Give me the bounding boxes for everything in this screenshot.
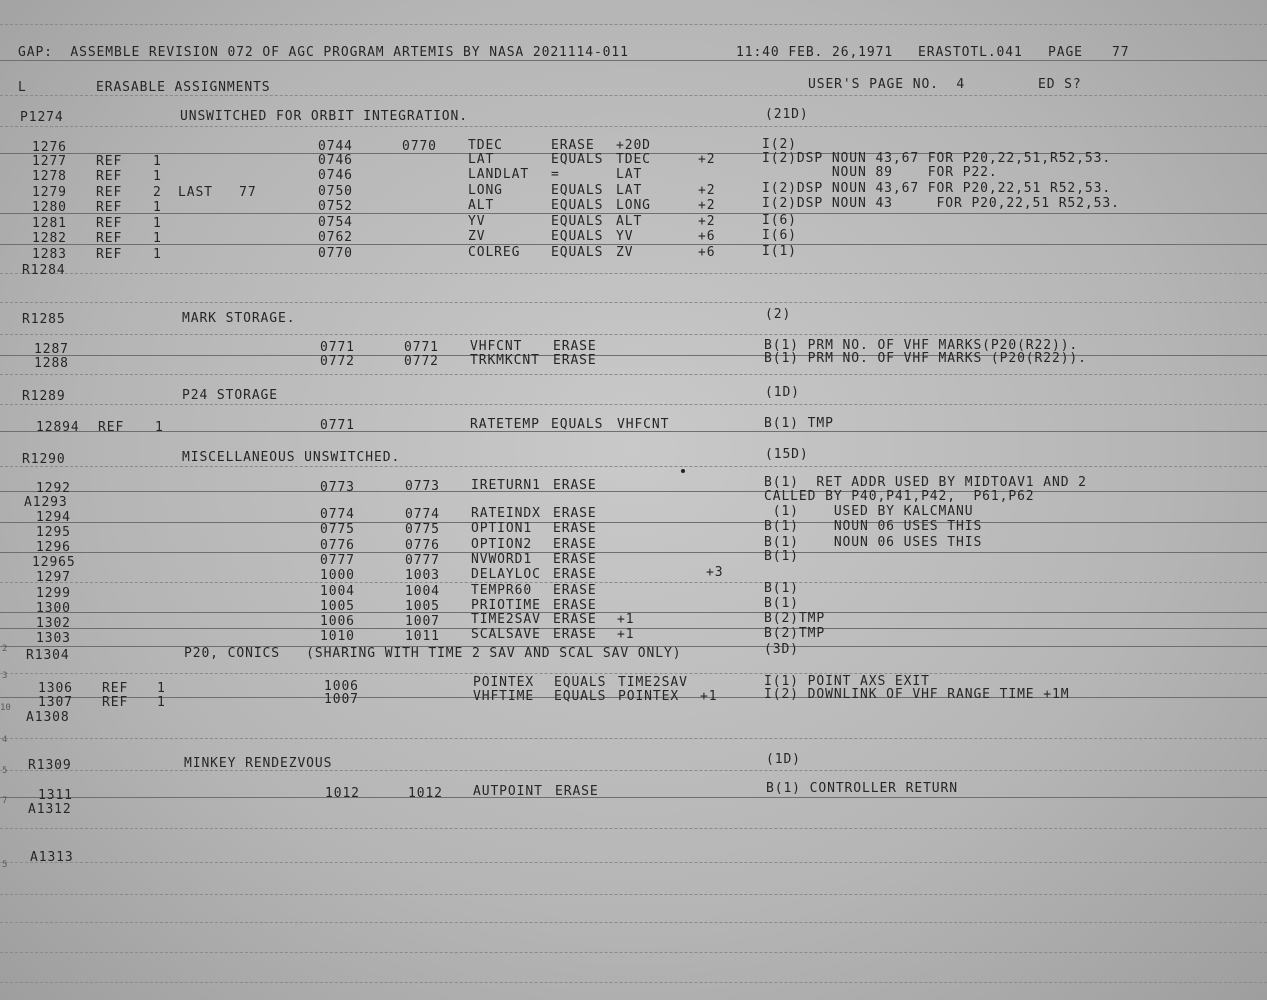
modifier: +6 — [698, 229, 716, 244]
opcode: ERASE — [553, 521, 597, 536]
address-end: 1011 — [405, 629, 440, 644]
comment: I(2) DOWNLINK OF VHF RANGE TIME +1M — [764, 687, 1070, 702]
line-number: 1311 — [38, 788, 73, 803]
rule — [0, 273, 1267, 274]
comment: B(1) PRM NO. OF VHF MARKS(P20(R22)). — [764, 338, 1079, 353]
rule — [0, 922, 1267, 923]
address: 1012 — [325, 786, 360, 801]
comment: B(1) TMP — [764, 416, 834, 431]
address: 1000 — [320, 568, 355, 583]
ref-count: 1 — [153, 200, 162, 215]
rule — [0, 126, 1267, 127]
comment: B(1) NOUN 06 USES THIS — [764, 535, 983, 550]
section-end-id: A1308 — [26, 710, 70, 725]
line-number: A1293 — [24, 495, 68, 510]
label: RATETEMP — [470, 417, 540, 432]
opcode: ERASE — [553, 537, 597, 552]
ref: REF — [96, 154, 123, 169]
margin-mark: 5 — [2, 766, 8, 776]
opcode: ERASE — [553, 353, 597, 368]
ref: REF — [96, 185, 123, 200]
label: LAT — [468, 152, 495, 167]
rule — [0, 894, 1267, 895]
ed-marker: ED S? — [1038, 77, 1082, 92]
opcode: ERASE — [551, 138, 595, 153]
operand: VHFCNT — [617, 417, 670, 432]
ref: REF — [98, 420, 125, 435]
opcode: EQUALS — [554, 689, 607, 704]
margin-mark: 7 — [2, 796, 8, 806]
rule — [0, 404, 1267, 405]
address: 0777 — [320, 553, 355, 568]
section-title: MISCELLANEOUS UNSWITCHED. — [182, 450, 401, 465]
opcode: EQUALS — [554, 675, 607, 690]
rule — [0, 374, 1267, 375]
section-id: R1304 — [26, 648, 70, 663]
opcode: EQUALS — [551, 229, 604, 244]
section-end-id: R1284 — [22, 263, 66, 278]
rule — [0, 60, 1267, 61]
modifier: +2 — [698, 183, 716, 198]
line-number: 1297 — [36, 570, 71, 585]
comment: I(2)DSP NOUN 43,67 FOR P20,22,51 R52,53. — [762, 181, 1112, 196]
line-number: 1292 — [36, 481, 71, 496]
address-end: 1012 — [408, 786, 443, 801]
address: 0762 — [318, 230, 353, 245]
comment: B(1) — [764, 596, 799, 611]
section-id: R1289 — [22, 389, 66, 404]
comment: I(2)DSP NOUN 43,67 FOR P20,22,51,R52,53. — [762, 151, 1112, 166]
section-id: R1285 — [22, 312, 66, 327]
program-header: GAP: ASSEMBLE REVISION 072 OF AGC PROGRAM ARTEMIS BY NASA 2021114-011 — [18, 45, 629, 60]
address: 0776 — [320, 538, 355, 553]
operand: ZV — [616, 245, 634, 260]
address: 1006 — [320, 614, 355, 629]
address: 0774 — [320, 507, 355, 522]
label: RATEINDX — [471, 506, 541, 521]
comment: I(6) — [762, 213, 797, 228]
address-end: 0776 — [405, 538, 440, 553]
line-number: 1283 — [32, 247, 67, 262]
line-number: 1281 — [32, 216, 67, 231]
address: 0770 — [318, 246, 353, 261]
comment: B(1) CONTROLLER RETURN — [766, 781, 958, 796]
opcode: EQUALS — [551, 214, 604, 229]
margin-mark: 10 — [0, 703, 11, 713]
opcode: ERASE — [553, 612, 597, 627]
opcode: EQUALS — [551, 198, 604, 213]
operand: LONG — [616, 198, 651, 213]
opcode: ERASE — [553, 478, 597, 493]
label: TRKMKCNT — [470, 353, 540, 368]
opcode: EQUALS — [551, 152, 604, 167]
ref-count: 1 — [157, 695, 166, 710]
section-count: (15D) — [765, 447, 809, 462]
line-number: 1294 — [36, 510, 71, 525]
address-end: 0777 — [405, 553, 440, 568]
comment: CALLED BY P40,P41,P42, P61,P62 — [764, 489, 1035, 504]
address: 0750 — [318, 184, 353, 199]
comment: B(1) NOUN 06 USES THIS — [764, 519, 983, 534]
operand: TIME2SAV — [618, 675, 688, 690]
ref: REF — [102, 695, 129, 710]
opcode: ERASE — [553, 567, 597, 582]
rule — [0, 466, 1267, 467]
line-number: 1303 — [36, 631, 71, 646]
operand: +1 — [617, 627, 635, 642]
line-number: 1306 — [38, 681, 73, 696]
line-number: 1307 — [38, 695, 73, 710]
modifier: +6 — [698, 245, 716, 260]
address-end: 0775 — [405, 522, 440, 537]
rule — [0, 24, 1267, 25]
operand: LAT — [616, 183, 643, 198]
section-count: (1D) — [766, 752, 801, 767]
listing-title: ERASABLE ASSIGNMENTS — [96, 80, 271, 95]
rule — [0, 552, 1267, 553]
page-number: 77 — [1112, 45, 1130, 60]
label: AUTPOINT — [473, 784, 543, 799]
modifier: +2 — [698, 152, 716, 167]
comment: I(2)DSP NOUN 43 FOR P20,22,51 R52,53. — [762, 196, 1120, 211]
comment: B(1) PRM NO. OF VHF MARKS (P20(R22)). — [764, 351, 1087, 366]
section-title: MINKEY RENDEZVOUS — [184, 756, 333, 771]
comment: B(2)TMP — [764, 611, 826, 626]
modifier: +1 — [700, 689, 718, 704]
address-end: 0771 — [404, 340, 439, 355]
line-number: 1278 — [32, 169, 67, 184]
opcode: EQUALS — [551, 183, 604, 198]
label: NVWORD1 — [471, 552, 533, 567]
label: TEMPR60 — [471, 583, 533, 598]
ref: REF — [96, 216, 123, 231]
margin-mark: 4 — [2, 735, 8, 745]
rule — [0, 828, 1267, 829]
ref-count: 1 — [157, 681, 166, 696]
comment: B(2)TMP — [764, 626, 826, 641]
opcode: ERASE — [553, 627, 597, 642]
modifier: +3 — [706, 565, 724, 580]
print-timestamp: 11:40 FEB. 26,1971 — [736, 45, 894, 60]
address-end: 0773 — [405, 479, 440, 494]
comment: B(1) — [764, 581, 799, 596]
label: LONG — [468, 183, 503, 198]
label: IRETURN1 — [471, 478, 541, 493]
address-end: 1004 — [405, 584, 440, 599]
label: COLREG — [468, 245, 521, 260]
line-number: 12965 — [32, 555, 76, 570]
label: DELAYLOC — [471, 567, 541, 582]
address: 1005 — [320, 599, 355, 614]
rule — [0, 738, 1267, 739]
label: OPTION2 — [471, 537, 533, 552]
section-count: (21D) — [765, 107, 809, 122]
comment: B(1) RET ADDR USED BY MIDTOAV1 AND 2 — [764, 475, 1087, 490]
opcode: ERASE — [553, 598, 597, 613]
operand: +20D — [616, 138, 651, 153]
line-number: 12894 — [36, 420, 80, 435]
rule — [0, 582, 1267, 583]
rule — [0, 244, 1267, 245]
modifier: +2 — [698, 198, 716, 213]
address: 0771 — [320, 418, 355, 433]
label: ZV — [468, 229, 486, 244]
address: 0746 — [318, 153, 353, 168]
rule — [0, 95, 1267, 96]
line-number: 1279 — [32, 185, 67, 200]
line-number: 1282 — [32, 231, 67, 246]
address: 1007 — [324, 692, 359, 707]
line-number: 1302 — [36, 616, 71, 631]
address: 1006 — [324, 679, 359, 694]
address: 0744 — [318, 139, 353, 154]
label: VHFTIME — [473, 689, 535, 704]
comment: NOUN 89 FOR P22. — [762, 165, 998, 180]
address: 0772 — [320, 354, 355, 369]
rule — [0, 862, 1267, 863]
comment: I(2) — [762, 137, 797, 152]
address: 0746 — [318, 168, 353, 183]
operand: POINTEX — [618, 689, 680, 704]
line-number: 1276 — [32, 140, 67, 155]
address-end: 0774 — [405, 507, 440, 522]
label: SCALSAVE — [471, 627, 541, 642]
ref: REF — [102, 681, 129, 696]
address: 1004 — [320, 584, 355, 599]
line-number: 1295 — [36, 525, 71, 540]
label: VHFCNT — [470, 339, 523, 354]
operand: ALT — [616, 214, 643, 229]
address: 0775 — [320, 522, 355, 537]
rule — [0, 982, 1267, 983]
label: PRIOTIME — [471, 598, 541, 613]
ref-count: 2 — [153, 185, 162, 200]
comment: (1) USED BY KALCMANU — [764, 504, 974, 519]
label: TIME2SAV — [471, 612, 541, 627]
comment: I(1) POINT AXS EXIT — [764, 674, 930, 689]
margin-mark: 5 — [2, 860, 8, 870]
last-ref: LAST 77 — [178, 185, 257, 200]
comment: I(6) — [762, 228, 797, 243]
comment: B(1) — [764, 549, 799, 564]
rule — [0, 952, 1267, 953]
opcode: ERASE — [553, 339, 597, 354]
section-title: P20, CONICS (SHARING WITH TIME 2 SAV AND SCAL SAV ONLY) — [184, 646, 682, 661]
address: 0771 — [320, 340, 355, 355]
label: ALT — [468, 198, 495, 213]
rule — [0, 673, 1267, 674]
rule — [0, 522, 1267, 523]
ref: REF — [96, 247, 123, 262]
rule — [0, 491, 1267, 492]
page-label: PAGE — [1048, 45, 1083, 60]
label: POINTEX — [473, 675, 535, 690]
line-number: 1300 — [36, 601, 71, 616]
address: 0773 — [320, 480, 355, 495]
ref-count: 1 — [153, 154, 162, 169]
comment: I(1) — [762, 244, 797, 259]
address-end: 1005 — [405, 599, 440, 614]
section-end-id: A1312 — [28, 802, 72, 817]
address: 0752 — [318, 199, 353, 214]
user-id: ERASTOTL.041 — [918, 45, 1023, 60]
section-count: (1D) — [765, 385, 800, 400]
ref-count: 1 — [155, 420, 164, 435]
ref-count: 1 — [153, 231, 162, 246]
section-count: (3D) — [764, 642, 799, 657]
section-count: (2) — [765, 307, 792, 322]
section-title: MARK STORAGE. — [182, 311, 296, 326]
ref: REF — [96, 231, 123, 246]
margin-mark: 3 — [2, 671, 8, 681]
address-end: 0772 — [404, 354, 439, 369]
line-number: 1288 — [34, 356, 69, 371]
section-title: UNSWITCHED FOR ORBIT INTEGRATION. — [180, 109, 468, 124]
user-page-number: USER'S PAGE NO. 4 — [808, 77, 966, 92]
section-id: R1309 — [28, 758, 72, 773]
margin-mark: 2 — [2, 644, 8, 654]
ref-count: 1 — [153, 247, 162, 262]
label: TDEC — [468, 138, 503, 153]
opcode: ERASE — [553, 506, 597, 521]
ref: REF — [96, 169, 123, 184]
opcode: EQUALS — [551, 245, 604, 260]
opcode: ERASE — [553, 552, 597, 567]
ink-dot — [681, 469, 685, 473]
operand: TDEC — [616, 152, 651, 167]
operand: YV — [616, 229, 634, 244]
line-number: 1287 — [34, 342, 69, 357]
address-end: 0770 — [402, 139, 437, 154]
address-end: 1007 — [405, 614, 440, 629]
rule — [0, 302, 1267, 303]
opcode: ERASE — [555, 784, 599, 799]
address: 0754 — [318, 215, 353, 230]
opcode: = — [551, 167, 560, 182]
label: YV — [468, 214, 486, 229]
listing-code: L — [18, 80, 27, 95]
modifier: +2 — [698, 214, 716, 229]
address: 1010 — [320, 629, 355, 644]
line-number: 1296 — [36, 540, 71, 555]
rule — [0, 797, 1267, 798]
opcode: EQUALS — [551, 417, 604, 432]
line-number: 1280 — [32, 200, 67, 215]
label: OPTION1 — [471, 521, 533, 536]
section-title: P24 STORAGE — [182, 388, 278, 403]
address-end: 1003 — [405, 568, 440, 583]
line-number: 1299 — [36, 586, 71, 601]
trailer-id: A1313 — [30, 850, 74, 865]
opcode: ERASE — [553, 583, 597, 598]
ref-count: 1 — [153, 169, 162, 184]
rule — [0, 334, 1267, 335]
ref: REF — [96, 200, 123, 215]
operand: +1 — [617, 612, 635, 627]
label: LANDLAT — [468, 167, 530, 182]
ref-count: 1 — [153, 216, 162, 231]
line-number: 1277 — [32, 154, 67, 169]
section-id: R1290 — [22, 452, 66, 467]
section-id: P1274 — [20, 110, 64, 125]
operand: LAT — [616, 167, 643, 182]
